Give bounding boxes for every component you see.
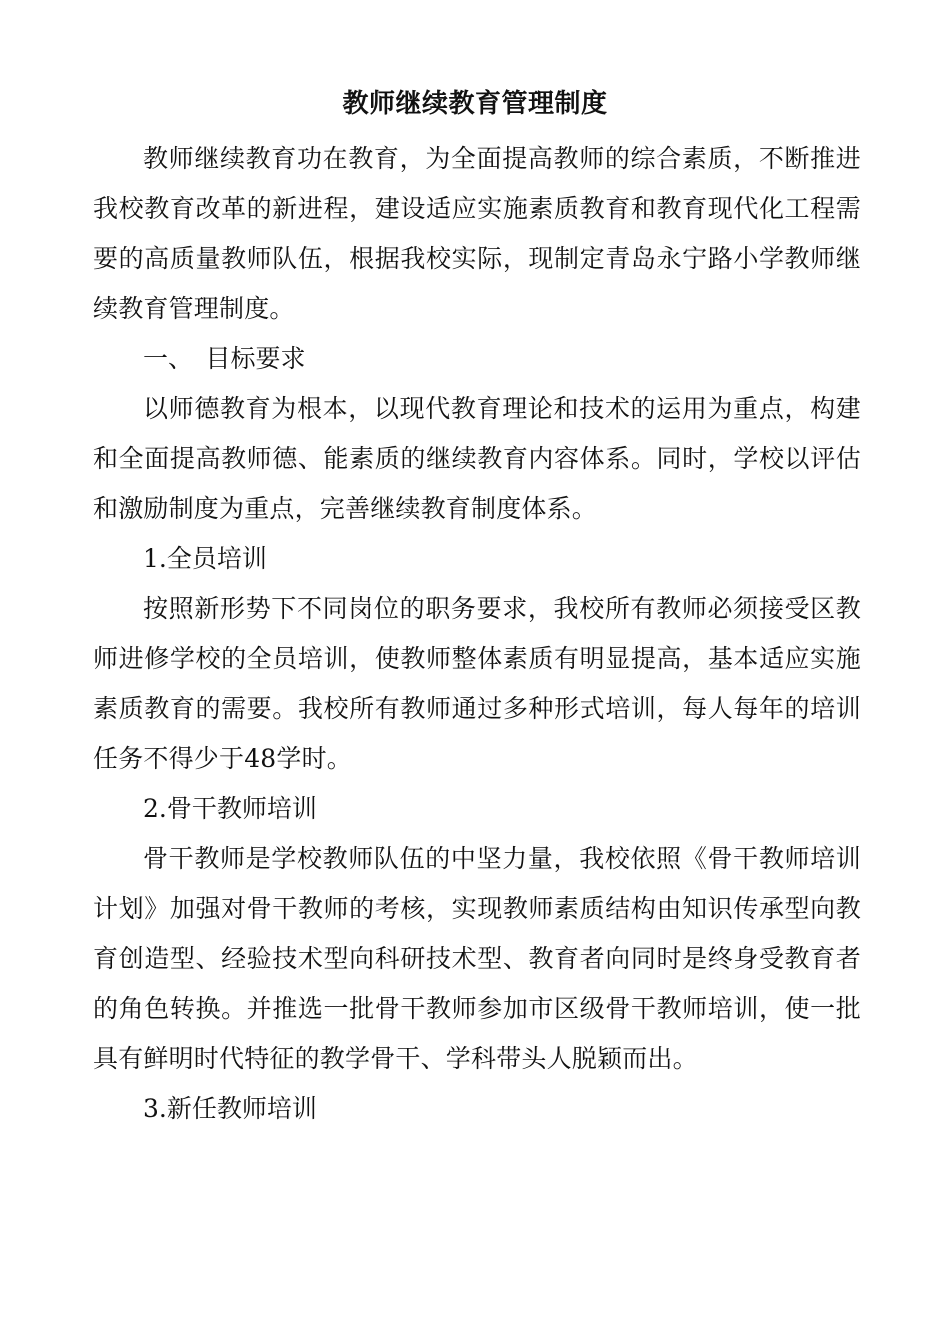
subheading-new-teacher-training: 3.新任教师培训 — [143, 1094, 317, 1123]
section-heading-goals: 一、 目标要求 — [143, 344, 306, 373]
document-title: 教师继续教育管理制度 — [342, 89, 608, 119]
backbone-teacher-training-paragraph: 骨干教师是学校教师队伍的中坚力量，我校依照《骨干教师培训计划》加强对骨干教师的考核，实现教师素质结构由知识传承型向教育创造型、经验技术型向科研技术型、教育者向同时是终身受教育者的角色转换。并推选一批骨干教师参加市区级骨干教师培训，使一批具有鲜明时代特征的教学骨干、学科带头人脱颖而出。 — [93, 844, 861, 1073]
subheading-all-staff-training: 1.全员培训 — [143, 544, 267, 573]
intro-paragraph: 教师继续教育功在教育，为全面提高教师的综合素质，不断推进我校教育改革的新进程，建设适应实施素质教育和教育现代化工程需要的高质量教师队伍，根据我校实际，现制定青岛永宁路小学教师继续教育管理制度。 — [93, 144, 861, 323]
goals-paragraph: 以师德教育为根本，以现代教育理论和技术的运用为重点，构建和全面提高教师德、能素质的继续教育内容体系。同时，学校以评估和激励制度为重点，完善继续教育制度体系。 — [93, 394, 861, 523]
subheading-backbone-teacher-training: 2.骨干教师培训 — [143, 794, 317, 823]
document-body — [93, 134, 861, 1134]
all-staff-training-paragraph: 按照新形势下不同岗位的职务要求，我校所有教师必须接受区教师进修学校的全员培训，使教师整体素质有明显提高，基本适应实施素质教育的需要。我校所有教师通过多种形式培训，每人每年的培训任务不得少于48学时。 — [93, 594, 861, 773]
